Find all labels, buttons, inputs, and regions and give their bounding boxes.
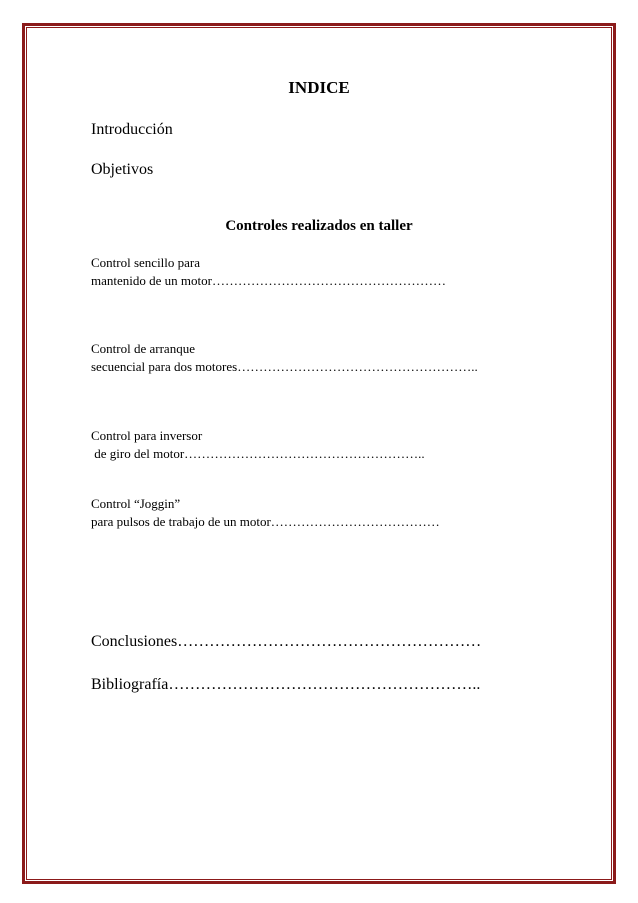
section-title: Controles realizados en taller [225,218,413,234]
document-title: INDICE [288,78,350,97]
toc-bibliography: Bibliografía………………………………………………….. [91,676,481,693]
toc-entry-line: Control sencillo para [91,255,201,270]
toc-entry-line: Control “Joggin” [91,496,181,511]
toc-entry-control-joggin [91,495,440,531]
toc-entry-control-arranque [91,340,478,376]
toc-entry-control-sencillo [91,254,446,290]
toc-entry-line: para pulsos de trabajo de un motor………………………………… [91,514,440,529]
toc-entry-control-inversor [91,427,425,463]
toc-entry-line: Control de arranque [91,341,195,356]
toc-entry-line: Control para inversor [91,428,203,443]
toc-entry-line: secuencial para dos motores……………………………………………….. [91,359,478,374]
toc-objectives: Objetivos [91,161,154,178]
toc-introduction: Introducción [91,121,173,138]
toc-conclusions: Conclusiones………………………………………………… [91,633,482,650]
toc-entry-line: mantenido de un motor……………………………………………… [91,273,446,288]
toc-entry-line: de giro del motor……………………………………………….. [91,446,425,461]
